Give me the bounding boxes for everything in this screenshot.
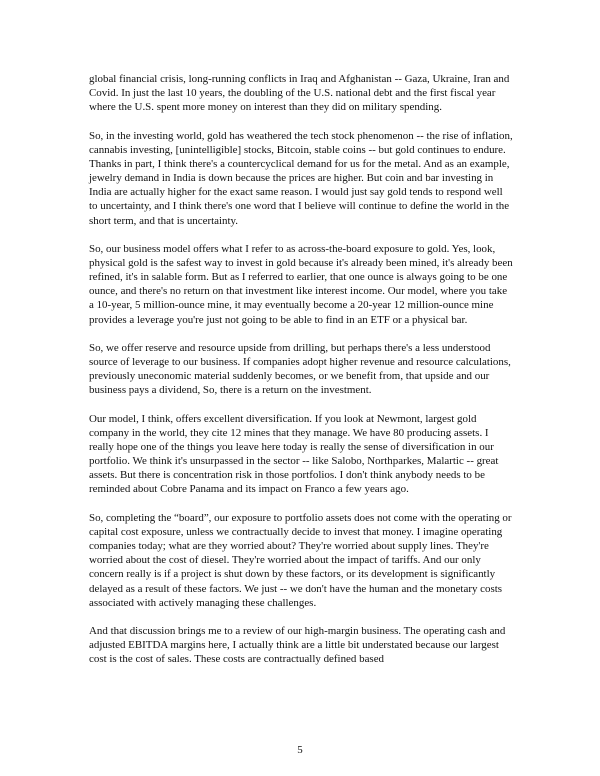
paragraph-1: global financial crisis, long-running conflicts in Iraq and Afghanistan -- Gaza, Ukraine, Iran and Covid. In just the last 10 years, the doubling of the U.S. national debt and the first fiscal year where the U.S. spent more money on interest than they did on military spending. xyxy=(89,73,510,114)
paragraph-5: Our model, I think, offers excellent diversification. If you look at Newmont, largest gold company in the world, they cite 12 mines that they manage. We have 80 producing assets. I really hope one of the things you leave here today is really the sense of diversification in our portfolio. We think it's unsurpassed in the sector -- like Salobo, Northparkes, Malartic -- great assets. But there is concentration risk in those portfolios. I don't think anybody needs to be reminded about Cobre Panama and its impact on Franco a few years ago. xyxy=(89,412,499,496)
paragraph-4: So, we offer reserve and resource upside from drilling, but perhaps there's a less understood source of leverage to our business. If companies adopt higher revenue and resource calculations, previously uneconomic material suddenly becomes, or we benefit from, that upside and our business pays a dividend, So, there is a return on the investment. xyxy=(89,341,511,397)
paragraph-2: So, in the investing world, gold has weathered the tech stock phenomenon -- the rise of inflation, cannabis investing, [unintelligible] stocks, Bitcoin, stable coins -- but gold continues to endure. Thanks in part, I think there's a countercyclical demand for us for the metal. And as an example, jewelry demand in India is down because the prices are higher. But coin and bar investing in India are actually higher for the exact same reason. I would just say gold tends to respond well to uncertainty, and I think there's one word that I believe will continue to define the world in the short term, and that is uncertainty. xyxy=(89,129,513,227)
page-number: 5 xyxy=(297,744,303,756)
paragraph-6: So, completing the “board”, our exposure to portfolio assets does not come with the operating or capital cost exposure, unless we contractually decide to invest that money. I imagine operating companies today; what are they worried about? They're worried about supply lines. They're worried about the cost of diesel. They're worried about the impact of tariffs. And our only concern really is if a project is shut down by these factors, or its development is significantly delayed as a result of these factors. We just -- we don't have the human and the monetary costs associated with actively managing these challenges. xyxy=(89,511,512,609)
paragraph-7: And that discussion brings me to a review of our high-margin business. The operating cash and adjusted EBITDA margins here, I actually think are a little bit understated because our largest cost is the cost of sales. These costs are contractually defined based xyxy=(89,625,506,666)
paragraph-3: So, our business model offers what I refer to as across-the-board exposure to gold. Yes, look, physical gold is the safest way to invest in gold because it's already been mined, it's already been refined, it's in salable form. But as I referred to earlier, that one ounce is always going to be one ounce, and there's no return on that investment like interest income. Our model, where you take a 10-year, 5 million-ounce mine, it may eventually become a 20-year 12 million-ounce mine provides a leverage you're just not going to be able to find in an ETF or a physical bar. xyxy=(89,242,513,326)
transcript-body xyxy=(89,72,513,681)
